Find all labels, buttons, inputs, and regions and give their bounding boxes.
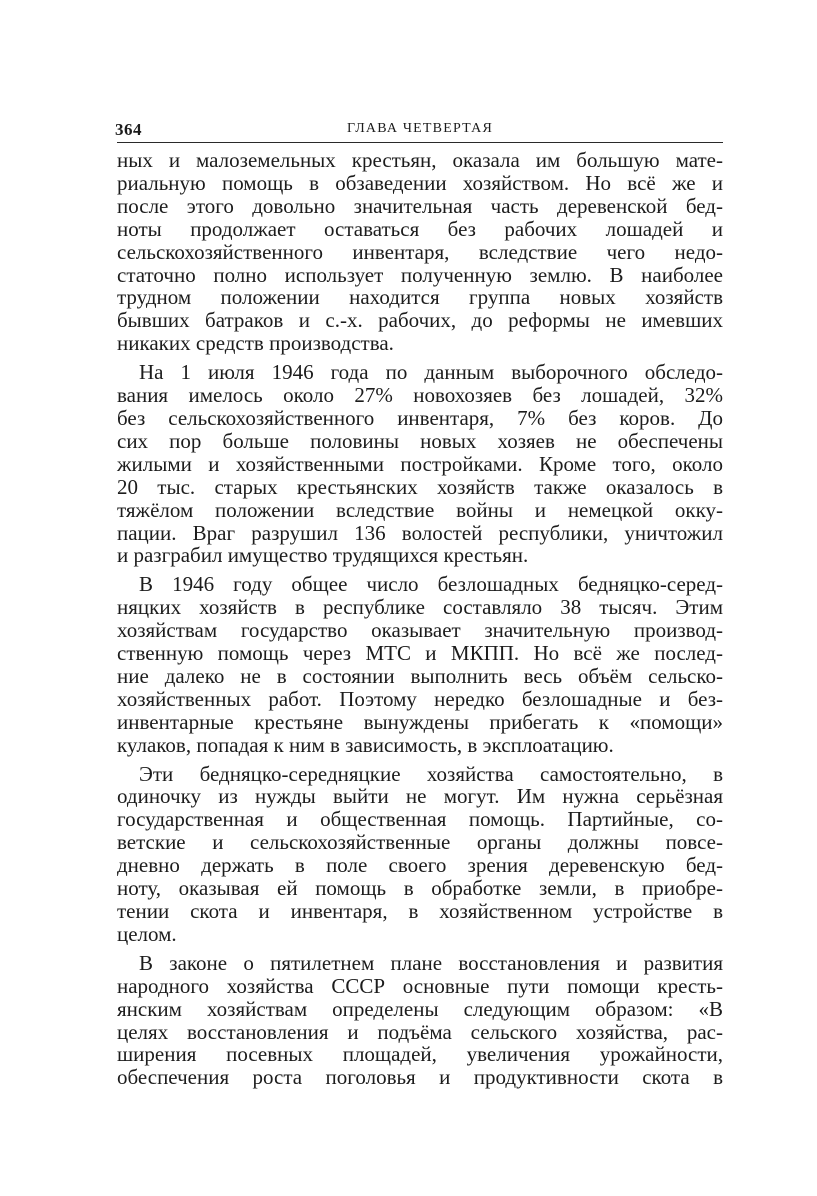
page-body — [117, 149, 723, 1089]
text-line: сих пор больше половины новых хозяев не обеспечены — [117, 428, 723, 453]
text-line: На 1 июля 1946 года по данным выборочного обследо- — [139, 360, 723, 385]
text-line: народного хозяйства СССР основные пути помощи кресть- — [117, 973, 723, 998]
text-line: государственная и общественная помощь. Партийные, со- — [117, 807, 723, 832]
text-line: 20 тыс. старых крестьянских хозяйств также оказалось в — [117, 474, 723, 499]
text-line: жилыми и хозяйственными постройками. Кроме того, около — [117, 451, 723, 476]
text-line: Эти бедняцко-середняцкие хозяйства самостоятельно, в — [139, 761, 723, 786]
text-line: няцких хозяйств в республике составляло 38 тысяч. Этим — [117, 595, 723, 620]
text-line: тении скота и инвентаря, в хозяйственном устройстве в — [117, 899, 723, 923]
running-head — [117, 118, 723, 143]
text-line: ных и малоземельных крестьян, оказала им большую мате- — [117, 148, 723, 172]
text-line: трудном положении находится группа новых хозяйств — [117, 285, 723, 310]
book-page — [117, 118, 723, 1095]
text-line: без сельскохозяйственного инвентаря, 7% без коров. До — [117, 405, 723, 430]
text-line: кулаков, попадая к ним в зависимость, в эксплоатацию. — [117, 732, 614, 757]
text-line: ветские и сельскохозяйственные органы должны повсе- — [117, 830, 723, 855]
text-line: обеспечения роста поголовья и продуктивности скота в — [117, 1065, 723, 1090]
text-line: статочно полно использует полученную землю. В наиболее — [117, 262, 723, 287]
paragraph-3 — [117, 573, 723, 756]
text-line: после этого довольно значительная часть деревенской бед- — [117, 193, 723, 218]
paragraph-5 — [117, 952, 723, 1089]
text-line: сельскохозяйственного инвентаря, вследствие чего недо- — [117, 239, 723, 264]
text-line: инвентарные крестьяне вынуждены прибегать к «помощи» — [117, 709, 723, 734]
paragraph-4 — [117, 763, 723, 946]
text-line: янским хозяйствам определены следующим образом: «В — [117, 996, 723, 1021]
text-line: ственную помощь через МТС и МКПП. Но всё же послед- — [117, 641, 723, 666]
text-line: ние далеко не в состоянии выполнить весь объём сельско- — [117, 663, 723, 688]
text-line: тяжёлом положении вследствие войны и немецкой окку- — [117, 497, 723, 522]
paragraph-1 — [117, 149, 723, 355]
page-number: 364 — [115, 120, 142, 139]
text-line: никаких средств производства. — [117, 331, 394, 356]
text-line: ноты продолжает оставаться без рабочих лошадей и — [117, 216, 723, 241]
text-line: хозяйствам государство оказывает значительную производ- — [117, 618, 723, 643]
text-line: В законе о пятилетнем плане восстановления и развития — [139, 950, 723, 975]
text-line: В 1946 году общее число безлошадных бедняцко-серед- — [139, 572, 723, 597]
text-line: ширения посевных площадей, увеличения урожайности, — [117, 1042, 723, 1067]
text-line: дневно держать в поле своего зрения деревенскую бед- — [117, 853, 723, 878]
text-line: хозяйственных работ. Поэтому нередко безлошадные и без- — [117, 686, 723, 711]
text-line: и разграбил имущество трудящихся крестьян. — [117, 543, 529, 568]
text-line: вания имелось около 27% новохозяев без лошадей, 32% — [117, 383, 723, 408]
text-line: одиночку из нужды выйти не могут. Им нужна серьёзная — [117, 784, 723, 809]
paragraph-2 — [117, 361, 723, 567]
text-line: риальную помощь в обзаведении хозяйством. Но всё же и — [117, 170, 723, 195]
text-line: целом. — [117, 921, 177, 946]
text-line: ноту, оказывая ей помощь в обработке земли, в приобре- — [117, 876, 723, 901]
text-line: пации. Враг разрушил 136 волостей республики, уничтожил — [117, 520, 723, 545]
text-line: бывших батраков и с.-х. рабочих, до реформы не имевших — [117, 308, 723, 333]
chapter-title: ГЛАВА ЧЕТВЕРТАЯ — [346, 121, 494, 136]
text-line: целях восстановления и подъёма сельского хозяйства, рас- — [117, 1019, 723, 1044]
